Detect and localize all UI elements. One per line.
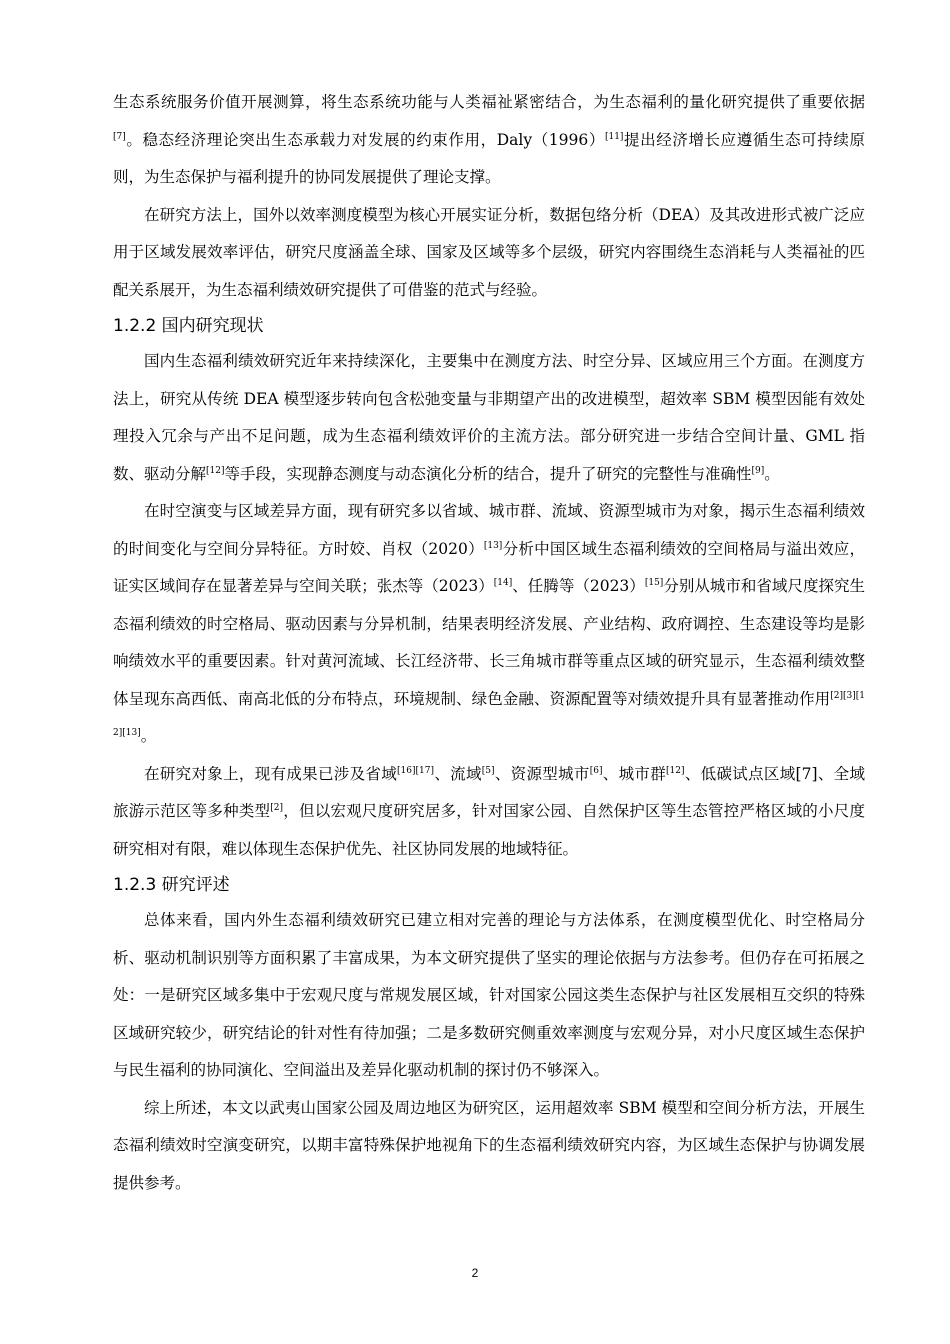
- citation: [15]: [644, 577, 664, 588]
- citation: [11]: [604, 131, 624, 142]
- citation: [16][17]: [397, 765, 434, 776]
- paragraph-foreign-theory-cont: 生态系统服务价值开展测算，将生态系统功能与人类福祉紧密结合，为生态福利的量化研究提供了重要依据[7]。稳态经济理论突出生态承载力对发展的约束作用，Daly（1996）[11]提出经济增长应遵循生态可持续原则，为生态保护与福利提升的协同发展提供了理论支撑。: [113, 93, 865, 186]
- citation: [2][3][12][13]: [113, 690, 865, 738]
- page-body: [113, 84, 865, 1202]
- citation: [13]: [483, 540, 503, 551]
- paragraph-review-summary: 总体来看，国内外生态福利绩效研究已建立相对完善的理论与方法体系，在测度模型优化、时空格局分析、驱动机制识别等方面积累了丰富成果，为本文研究提供了坚实的理论依据与方法参考。但仍存在可拓展之处：一是研究区域多集中于宏观尺度与常规发展区域，针对国家公园这类生态保护与社区发展相互交织的特殊区域研究较少，研究结论的针对性有待加强；二是多数研究侧重效率测度与宏观分异，对小尺度区域生态保护与民生福利的协同演化、空间溢出及差异化驱动机制的探讨仍不够深入。: [113, 911, 865, 1079]
- citation: [6]: [589, 765, 603, 776]
- citation: [9]: [751, 465, 765, 476]
- citation: [12]: [666, 765, 685, 776]
- section-heading-review: 1.2.3 研究评述: [113, 875, 230, 895]
- citation: [7]: [113, 131, 126, 142]
- section-heading-domestic-status: 1.2.2 国内研究现状: [113, 316, 264, 336]
- paragraph-domestic-methods: 国内生态福利绩效研究近年来持续深化，主要集中在测度方法、时空分异、区域应用三个方面。在测度方法上，研究从传统 DEA 模型逐步转向包含松弛变量与非期望产出的改进模型，超效率 SBM 模型因能有效处理投入冗余与产出不足问题，成为生态福利绩效评价的主流方法。部分研究进一步结合空间计量、GML 指数、驱动分解[12]等手段，实现静态测度与动态演化分析的结合，提升了研究的完整性与准确性[9]。: [113, 352, 865, 483]
- citation: [14]: [493, 577, 513, 588]
- citation: [5]: [481, 765, 495, 776]
- paragraph-conclusion: 综上所述，本文以武夷山国家公园及周边地区为研究区，运用超效率 SBM 模型和空间分析方法，开展生态福利绩效时空演变研究，以期丰富特殊保护地视角下的生态福利绩效研究内容，为区域生态保护与协调发展提供参考。: [113, 1098, 865, 1192]
- citation: [2]: [270, 802, 284, 813]
- paragraph-research-objects: 在研究对象上，现有成果已涉及省域[16][17]、流域[5]、资源型城市[6]、城市群[12]、低碳试点区域[7]、全域旅游示范区等多种类型[2]，但以宏观尺度研究居多，针对国家公园、自然保护区等生态管控严格区域的小尺度研究相对有限，难以体现生态保护优先、社区协同发展的地域特征。: [113, 764, 865, 858]
- paragraph-spatiotemporal: 在时空演变与区域差异方面，现有研究多以省域、城市群、流域、资源型城市为对象，揭示生态福利绩效的时间变化与空间分异特征。方时姣、肖权（2020）[13]分析中国区域生态福利绩效的空间格局与溢出效应，证实区域间存在显著差异与空间关联；张杰等（2023）[14]、任腾等（2023）[15]分别从城市和省域尺度探究生态福利绩效的时空格局、驱动因素与分异机制，结果表明经济发展、产业结构、政府调控、生态建设等均是影响绩效水平的重要因素。针对黄河流域、长江经济带、长三角城市群等重点区域的研究显示，生态福利绩效整体呈现东高西低、南高北低的分布特点，环境规制、绿色金融、资源配置等对绩效提升具有显著推动作用[2][3][12][13]。: [113, 502, 865, 745]
- citation: [12]: [206, 465, 225, 476]
- page-number: 2: [471, 1266, 479, 1280]
- paragraph-foreign-methods: 在研究方法上，国外以效率测度模型为核心开展实证分析，数据包络分析（DEA）及其改进形式被广泛应用于区域发展效率评估，研究尺度涵盖全球、国家及区域等多个层级，研究内容围绕生态消耗与人类福祉的匹配关系展开，为生态福利绩效研究提供了可借鉴的范式与经验。: [113, 205, 865, 299]
